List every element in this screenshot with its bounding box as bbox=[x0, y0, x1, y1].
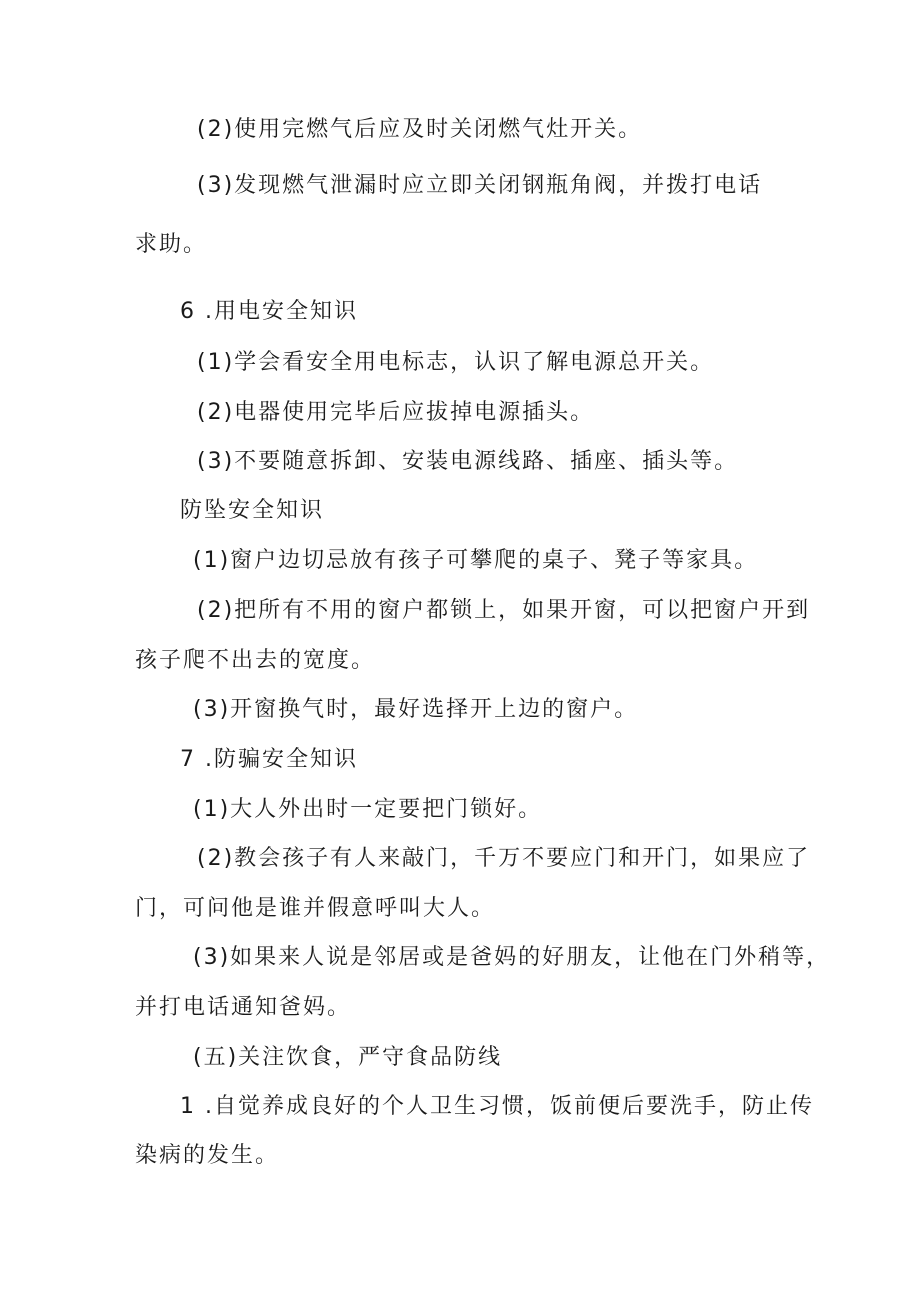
paragraph-electric-1: (1)学会看安全用电标志，认识了解电源总开关。 bbox=[197, 350, 715, 375]
paragraph-food-1: 1 .自觉养成良好的个人卫生习惯，饭前便后要洗手，防止传 bbox=[180, 1094, 814, 1119]
section-heading-fall: 防坠安全知识 bbox=[180, 498, 325, 523]
paragraph-fraud-3: (3)如果来人说是邻居或是爸妈的好朋友，让他在门外稍等， bbox=[193, 945, 831, 970]
paragraph-gas-2: (2)使用完燃气后应及时关闭燃气灶开关。 bbox=[197, 117, 643, 142]
paragraph-electric-2: (2)电器使用完毕后应拔掉电源插头。 bbox=[197, 400, 595, 425]
paragraph-fraud-1: (1)大人外出时一定要把门锁好。 bbox=[193, 797, 543, 822]
section-heading-electric: 6 .用电安全知识 bbox=[180, 299, 358, 324]
paragraph-fall-2-cont: 孩子爬不出去的宽度。 bbox=[135, 648, 376, 673]
paragraph-fall-2: (2)把所有不用的窗户都锁上，如果开窗，可以把窗户开到 bbox=[197, 598, 811, 623]
section-heading-fraud: 7 .防骗安全知识 bbox=[180, 747, 358, 772]
paragraph-food-1-cont: 染病的发生。 bbox=[135, 1143, 280, 1168]
paragraph-electric-3: (3)不要随意拆卸、安装电源线路、插座、插头等。 bbox=[197, 449, 739, 474]
paragraph-fraud-2: (2)教会孩子有人来敲门，千万不要应门和开门，如果应了 bbox=[197, 846, 811, 871]
paragraph-gas-3-cont: 求助。 bbox=[135, 232, 208, 257]
paragraph-gas-3: (3)发现燃气泄漏时应立即关闭钢瓶角阀，并拨打电话 bbox=[197, 173, 763, 198]
paragraph-fall-3: (3)开窗换气时，最好选择开上边的窗户。 bbox=[193, 697, 639, 722]
paragraph-fraud-2-cont: 门，可问他是谁并假意呼叫大人。 bbox=[135, 896, 496, 921]
section-heading-food: (五)关注饮食，严守食品防线 bbox=[193, 1045, 503, 1070]
paragraph-fraud-3-cont: 并打电话通知爸妈。 bbox=[135, 995, 352, 1020]
paragraph-fall-1: (1)窗户边切忌放有孩子可攀爬的桌子、凳子等家具。 bbox=[193, 548, 759, 573]
